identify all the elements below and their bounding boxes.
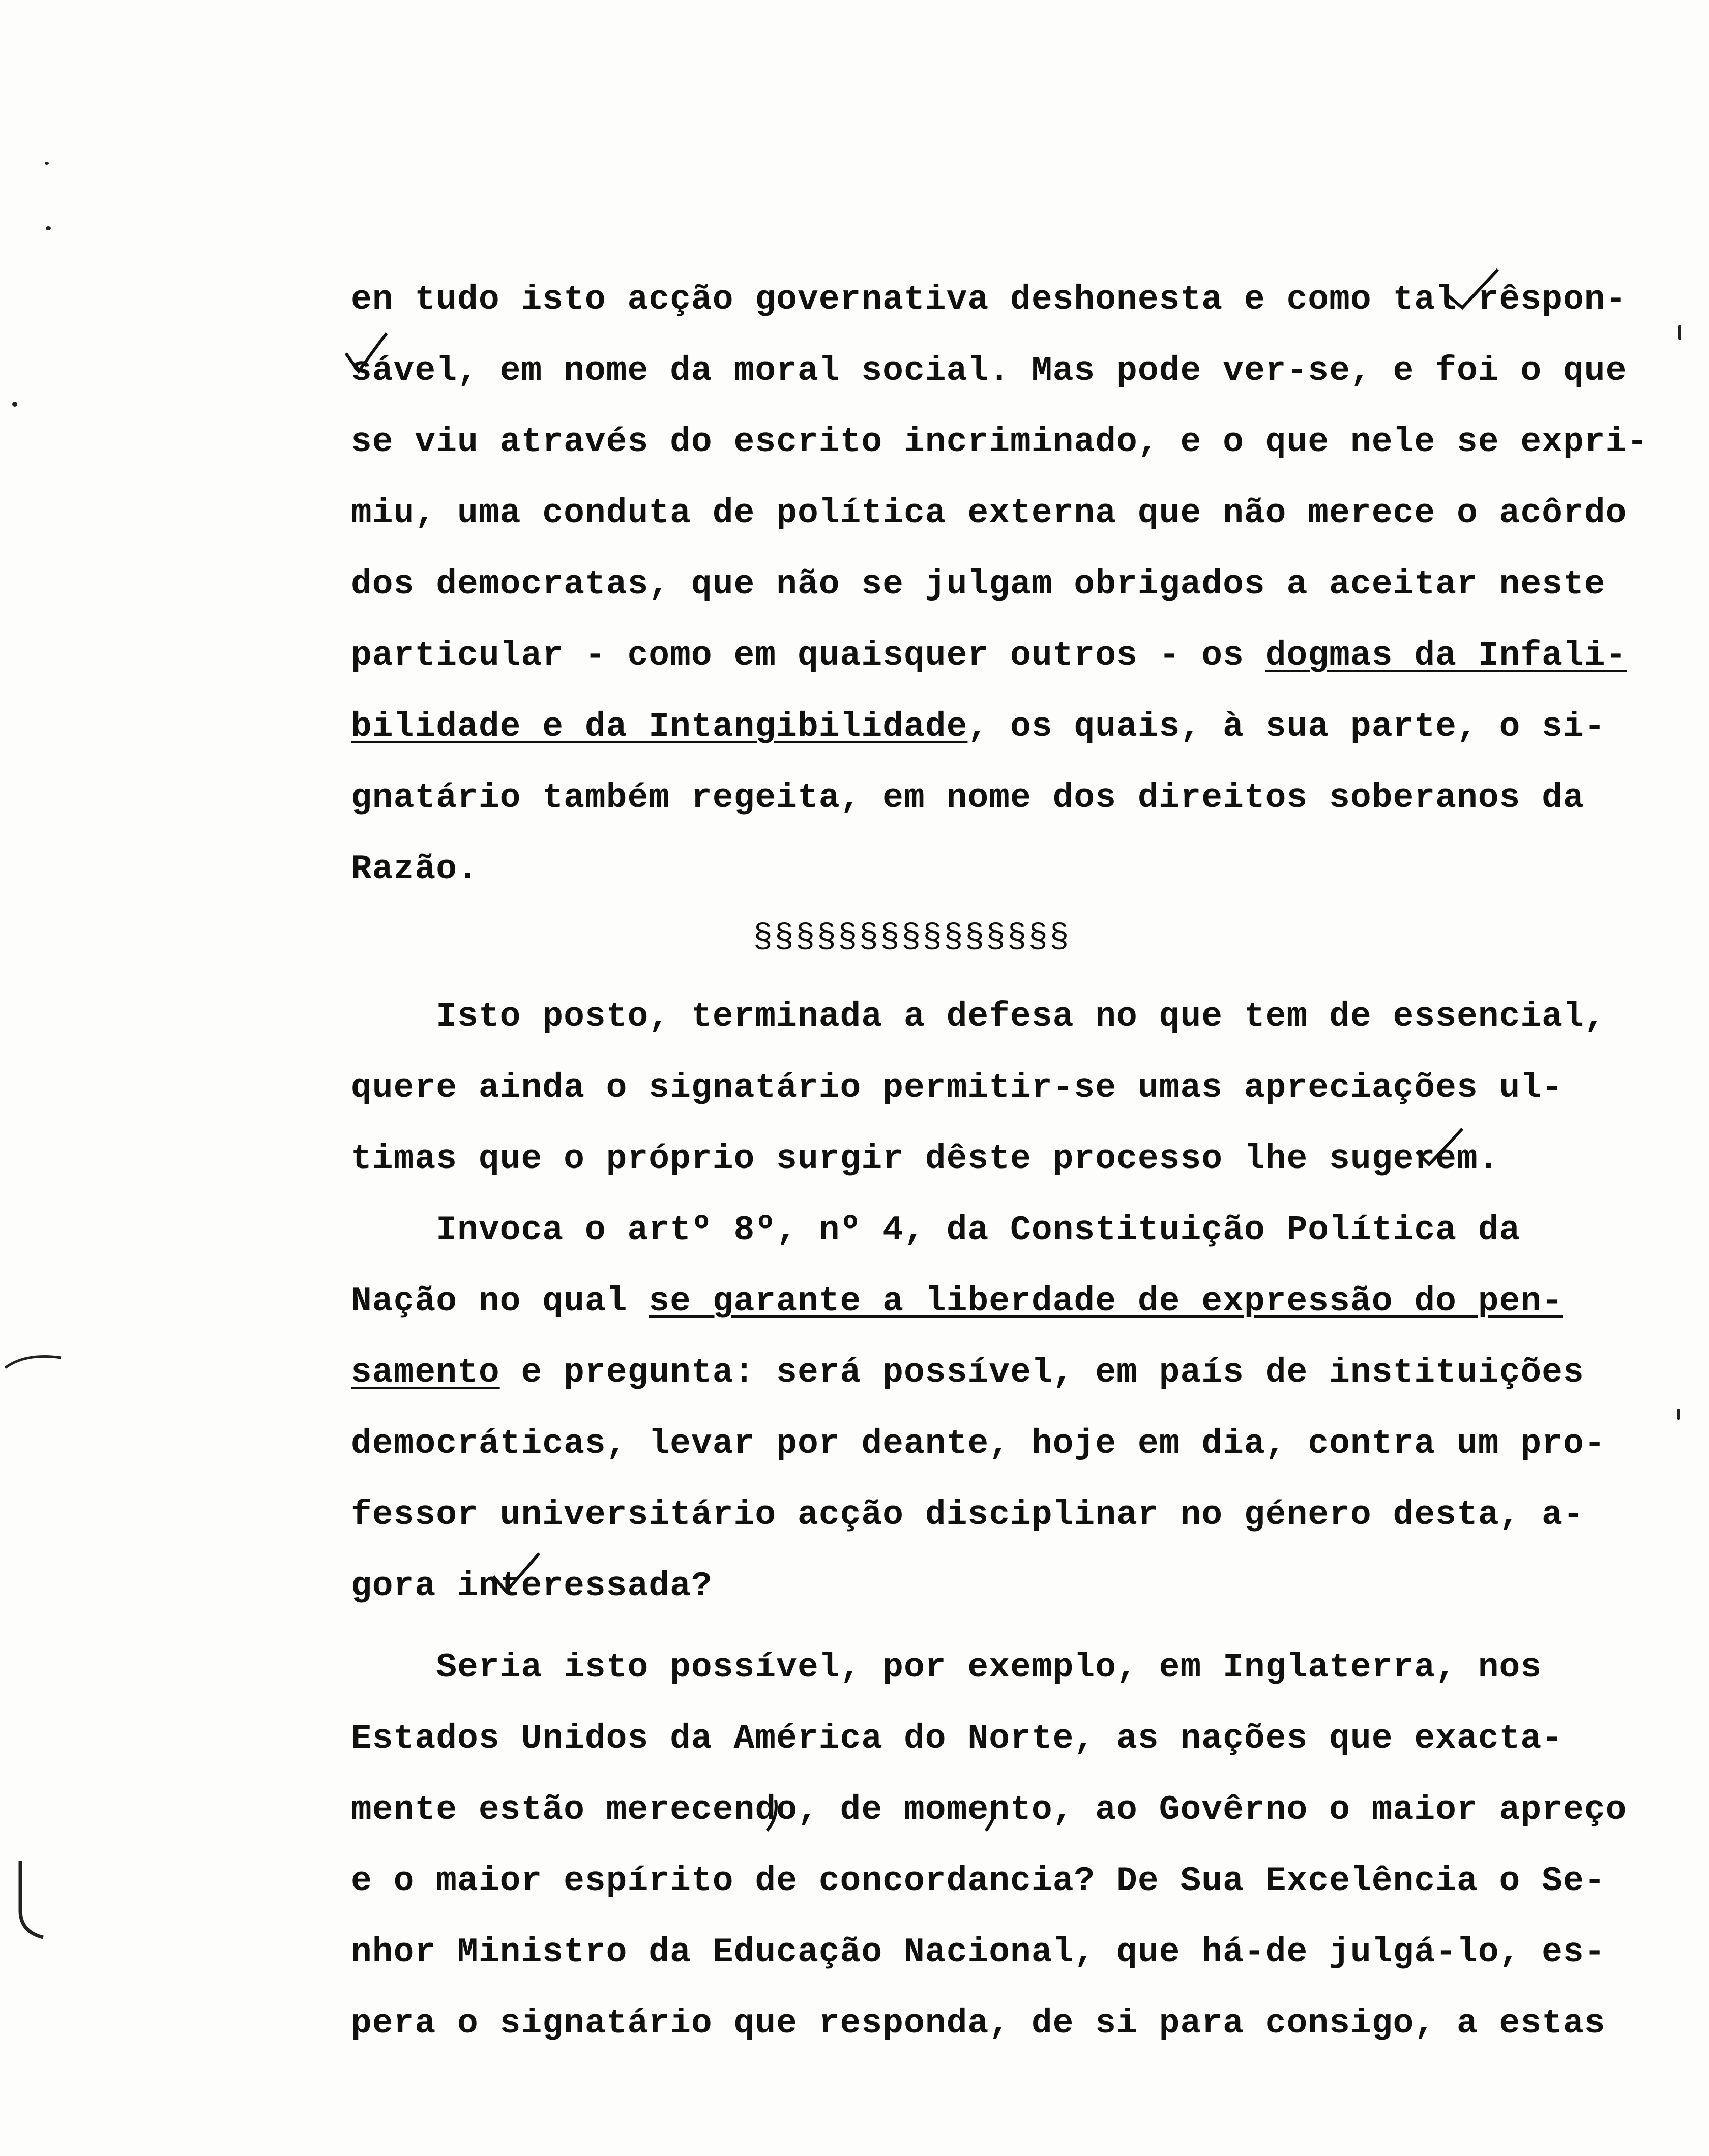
text-segment: e pregunta: será possível, em país de instituições (499, 1353, 1584, 1392)
text-segment: , os quais, à sua parte, o si- (967, 707, 1606, 746)
text-line (351, 1350, 1584, 1396)
text-line: Invoca o artº 8º, nº 4, da Constituição Política da (351, 1211, 1521, 1250)
correction-comma-mark (763, 1798, 783, 1833)
margin-scribble (0, 1348, 71, 1378)
margin-speck (12, 402, 17, 407)
correction-check-mark (343, 331, 389, 376)
text-line: quere ainda o signatário permitir-se umas apreciações ul- (351, 1068, 1563, 1107)
correction-check-mark (1414, 1124, 1465, 1170)
text-line: sável, em nome da moral social. Mas pode ver-se, e foi o que (351, 351, 1627, 391)
margin-speck (1678, 325, 1681, 340)
text-line: pera o signatário que responda, de si para consigo, a estas (351, 2004, 1606, 2043)
text-line (351, 1279, 1563, 1325)
text-segment: particular - como em quaisquer outros - os (351, 636, 1265, 675)
text-line: gnatário também regeita, em nome dos direitos soberanos da (351, 778, 1584, 818)
text-line: timas que o próprio surgir dêste processo lhe sugerem. (351, 1140, 1499, 1179)
text-line: gora interessada? (351, 1567, 713, 1606)
correction-check-mark (1445, 267, 1500, 313)
margin-scribble (0, 1856, 46, 1942)
margin-speck (1677, 1409, 1680, 1420)
text-line: mente estão merecendo, de momento, ao Govêrno o maior apreço (351, 1790, 1627, 1830)
margin-speck (45, 162, 49, 165)
text-line: Estados Unidos da América do Norte, as nações que exacta- (351, 1719, 1563, 1758)
underlined-phrase: se garante a liberdade de expressão do pen- (649, 1282, 1563, 1321)
text-line: se viu através do escrito incriminado, e o que nele se expri- (351, 423, 1648, 462)
section-separator: §§§§§§§§§§§§§§§ (753, 919, 1071, 957)
correction-check-mark (491, 1551, 542, 1597)
margin-speck (46, 226, 51, 230)
text-line: fessor universitário acção disciplinar no género desta, a- (351, 1495, 1584, 1535)
text-line: miu, uma conduta de política externa que não merece o acôrdo (351, 494, 1627, 533)
text-line: Isto posto, terminada a defesa no que tem de essencial, (351, 997, 1606, 1036)
text-line: nhor Ministro da Educação Nacional, que há-de julgá-lo, es- (351, 1933, 1606, 1972)
text-line (351, 704, 1606, 750)
text-line: en tudo isto acção governativa deshonesta e como tal rêspon- (351, 280, 1627, 319)
text-line: democráticas, levar por deante, hoje em dia, contra um pro- (351, 1424, 1606, 1463)
text-line: Seria isto possível, por exemplo, em Inglaterra, nos (351, 1648, 1542, 1687)
text-line (351, 633, 1627, 679)
text-line: Razão. (351, 850, 479, 889)
correction-comma-mark (982, 1798, 1002, 1833)
underlined-phrase: dogmas da Infali- (1265, 636, 1627, 675)
text-line: dos democratas, que não se julgam obrigados a aceitar neste (351, 565, 1606, 604)
underlined-phrase: bilidade e da Intangibilidade (351, 707, 968, 746)
text-segment: Nação no qual (351, 1282, 649, 1321)
text-line: e o maior espírito de concordancia? De Sua Excelência o Se- (351, 1862, 1606, 1901)
underlined-phrase: samento (351, 1353, 500, 1392)
